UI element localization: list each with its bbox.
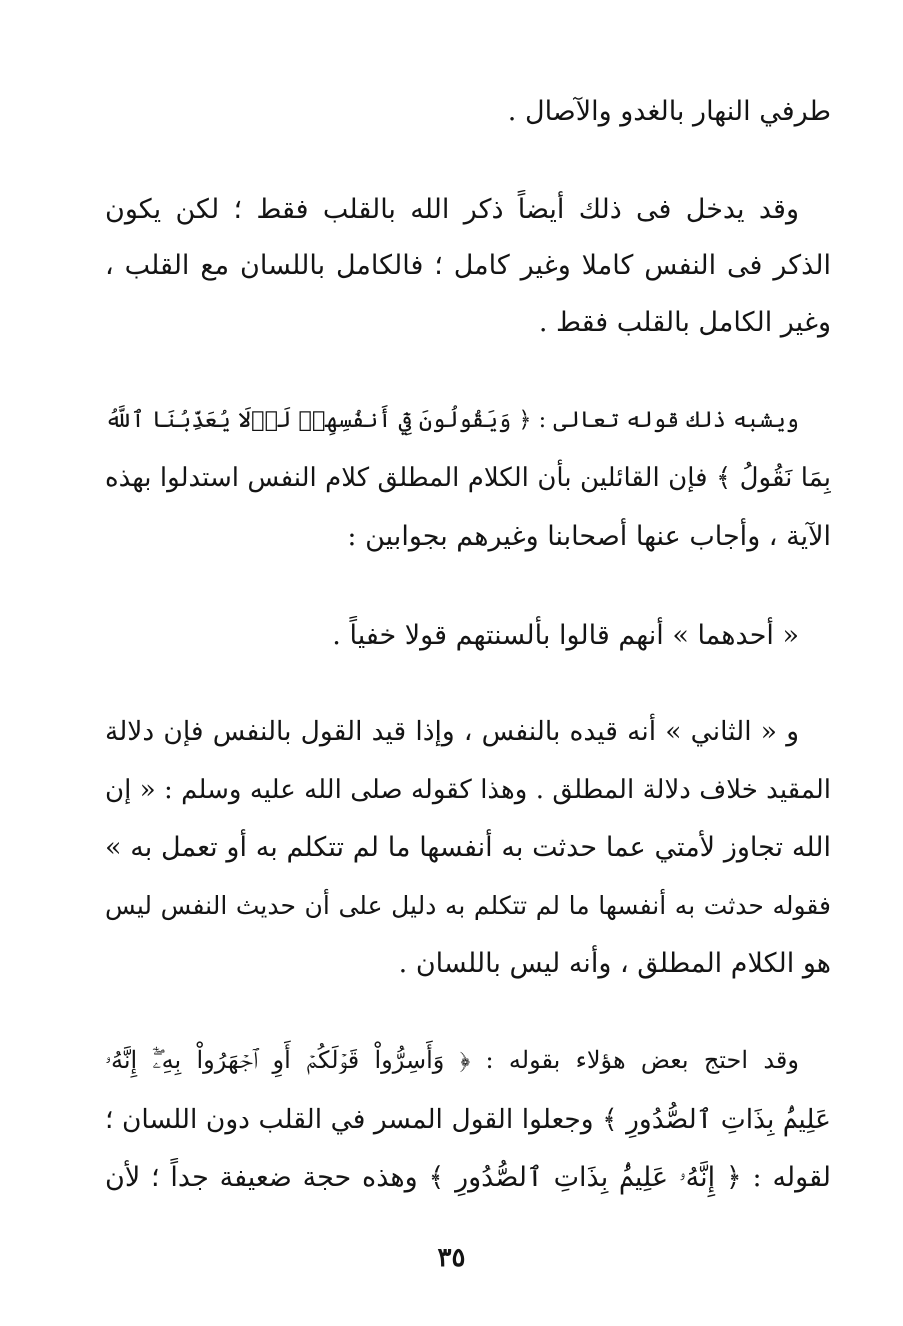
text-line-6: بِمَا نَقُولُ ﴾ فإن القائلين بأن الكلام المطلق كلام النفس استدلوا بهذه xyxy=(105,463,831,493)
text-line-7: الآية ، وأجاب عنها أصحابنا وغيرهم بجوابين : xyxy=(347,521,831,552)
text-line-12: فقوله حدثت به أنفسها ما لم تتكلم به دليل على أن حديث النفس ليس xyxy=(105,891,831,920)
text-line-13: هو الكلام المطلق ، وأنه ليس باللسان . xyxy=(398,948,831,979)
text-line-1: طرفي النهار بالغدو والآصال . xyxy=(507,96,831,127)
text-line-8: « أحدهما » أنهم قالوا بألسنتهم قولا خفياً . xyxy=(332,620,799,651)
text-line-14-quran: وقد احتج بعض هؤلاء بقوله : ﴿ وَأَسِرُّواْ قَوۡلَكُمۡ أَوِ ٱجۡهَرُواْ بِهِۦٓۖ إِنَّهُۥ xyxy=(105,1046,799,1074)
text-line-16: لقوله : ﴿ إِنَّهُۥ عَلِيمُۢ بِذَاتِ ٱلصُّدُورِ ﴾ وهذه حجة ضعيفة جداً ؛ لأن xyxy=(105,1162,831,1193)
text-line-2: وقد يدخل فى ذلك أيضاً ذكر الله بالقلب فقط ؛ لكن يكون xyxy=(105,194,799,225)
text-line-4: وغير الكامل بالقلب فقط . xyxy=(538,307,831,338)
text-line-5-quran: ويشبه ذلك قوله تعالى : ﴿ وَيَقُولُونَ فِيٓ أَنفُسِهِمۡ لَوۡلَا يُعَذِّبُنَا ٱللَّهُ xyxy=(105,407,799,433)
text-line-9: و « الثاني » أنه قيده بالنفس ، وإذا قيد القول بالنفس فإن دلالة xyxy=(105,716,799,747)
text-line-11: الله تجاوز لأمتي عما حدثت به أنفسها ما لم تتكلم به أو تعمل به » xyxy=(105,832,831,863)
text-line-10: المقيد خلاف دلالة المطلق . وهذا كقوله صلى الله عليه وسلم : « إن xyxy=(105,775,831,805)
text-line-3: الذكر فى النفس كاملا وغير كامل ؛ فالكامل باللسان مع القلب ، xyxy=(105,250,831,281)
text-line-15: عَلِيمُۢ بِذَاتِ ٱلصُّدُورِ ﴾ وجعلوا القول المسر في القلب دون اللسان ؛ xyxy=(105,1104,831,1135)
page-number: ٣٥ xyxy=(437,1243,466,1273)
